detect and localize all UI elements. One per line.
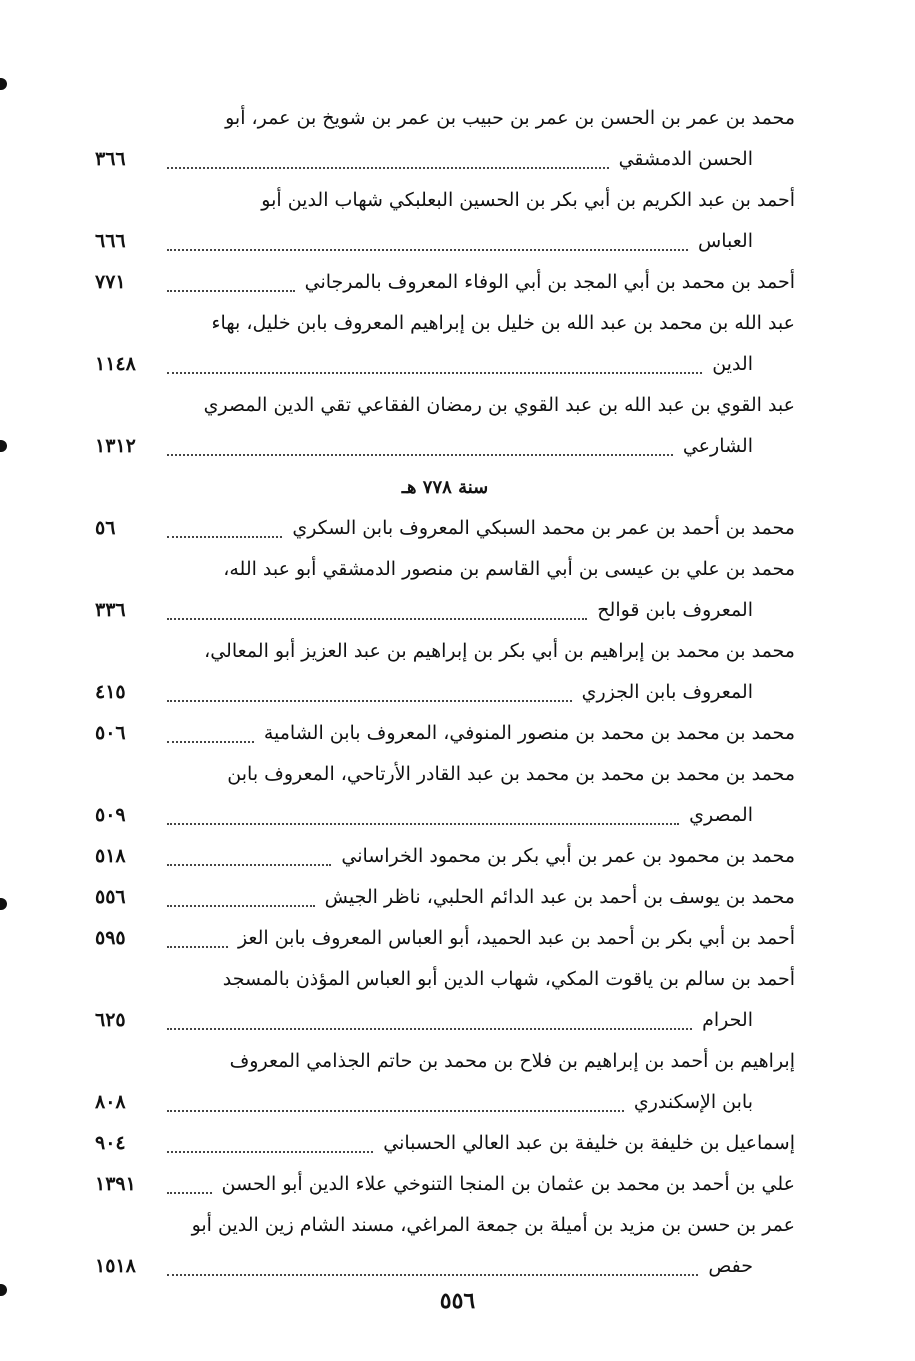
index-line: [95, 1246, 795, 1287]
entry-text: محمد بن محمد بن إبراهيم بن أبي بكر بن إبراهيم بن عبد العزيز أبو المعالي،: [204, 640, 795, 662]
edge-mark: [0, 898, 7, 910]
index-line: [95, 508, 795, 549]
index-line: [95, 139, 795, 180]
index-entries: [95, 98, 795, 1287]
entry-text: محمد بن علي بن عيسى بن أبي القاسم بن منصور الدمشقي أبو عبد الله،: [223, 558, 795, 580]
entry-text: أحمد بن أبي بكر بن أحمد بن عبد الحميد، أبو العباس المعروف بابن العز: [237, 927, 795, 949]
dot-leader: [167, 918, 228, 948]
index-line: [95, 754, 795, 795]
dot-leader: [167, 795, 679, 825]
index-line: [95, 426, 795, 467]
entry-text: بابن الإسكندري: [633, 1091, 753, 1113]
index-line: [95, 672, 795, 713]
dot-leader: [167, 1246, 698, 1276]
dot-leader: [167, 590, 587, 620]
entry-text: الشارعي: [682, 435, 753, 457]
entry-page-number: ٥٩٥: [95, 927, 126, 949]
entry-text: محمد بن محمد بن محمد بن منصور المنوفي، المعروف بابن الشامية: [263, 722, 795, 744]
entry-page-number: ١٥١٨: [95, 1255, 136, 1277]
index-line: [95, 344, 795, 385]
entry-page-number: ٣٣٦: [95, 599, 126, 621]
index-line: [95, 1000, 795, 1041]
entry-text: أحمد بن محمد بن أبي المجد بن أبي الوفاء المعروف بالمرجاني: [304, 271, 795, 293]
entry-text: عبد الله بن محمد بن عبد الله بن خليل بن إبراهيم المعروف بابن خليل، بهاء: [211, 312, 795, 334]
index-line: [95, 918, 795, 959]
entry-page-number: ٣٦٦: [95, 148, 126, 170]
index-line: [95, 1205, 795, 1246]
entry-page-number: ٨٠٨: [95, 1091, 126, 1113]
entry-page-number: ١١٤٨: [95, 353, 136, 375]
entry-page-number: ٥٦: [95, 517, 116, 539]
entry-text: المعروف بابن الجزري: [581, 681, 753, 703]
dot-leader: [167, 221, 688, 251]
index-line: [95, 590, 795, 631]
edge-mark: [0, 78, 7, 90]
entry-text: محمد بن يوسف بن أحمد بن عبد الدائم الحلبي، ناظر الجيش: [324, 886, 795, 908]
dot-leader: [167, 1000, 692, 1030]
entry-text: عبد القوي بن عبد الله بن عبد القوي بن رمضان الفقاعي تقي الدين المصري: [203, 394, 795, 416]
page-number: ٥٥٦: [439, 1288, 476, 1314]
index-line: [95, 98, 795, 139]
entry-text: المعروف بابن قوالح: [597, 599, 753, 621]
entry-text: محمد بن محمود بن عمر بن أبي بكر بن محمود الخراساني: [341, 845, 795, 867]
index-line: [95, 221, 795, 262]
dot-leader: [167, 344, 702, 374]
dot-leader: [167, 508, 282, 538]
entry-page-number: ٥٠٦: [95, 722, 126, 744]
entry-page-number: ١٣٩١: [95, 1173, 136, 1195]
index-line: [95, 1082, 795, 1123]
index-line: [95, 1164, 795, 1205]
entry-text: الحسن الدمشقي: [618, 148, 753, 170]
index-line: [95, 1123, 795, 1164]
entry-text: الحرام: [702, 1009, 753, 1031]
index-line: [95, 180, 795, 221]
dot-leader: [167, 262, 295, 292]
dot-leader: [167, 1164, 212, 1194]
index-line: [95, 631, 795, 672]
dot-leader: [167, 1123, 373, 1153]
entry-page-number: ٤١٥: [95, 681, 126, 703]
entry-page-number: ٦٢٥: [95, 1009, 126, 1031]
entry-page-number: ٧٧١: [95, 271, 126, 293]
entry-text: حفص: [708, 1255, 753, 1277]
index-line: [95, 836, 795, 877]
dot-leader: [167, 836, 331, 866]
entry-text: إسماعيل بن خليفة بن خليفة بن عبد العالي الحسباني: [383, 1132, 795, 1154]
index-line: [95, 713, 795, 754]
entry-text: أحمد بن عبد الكريم بن أبي بكر بن الحسين البعلبكي شهاب الدين أبو: [261, 189, 795, 211]
index-line: [95, 795, 795, 836]
index-line: [95, 959, 795, 1000]
dot-leader: [167, 672, 572, 702]
index-line: [95, 303, 795, 344]
entry-text: العباس: [698, 230, 753, 252]
dot-leader: [167, 877, 315, 907]
entry-page-number: ٦٦٦: [95, 230, 126, 252]
entry-text: إبراهيم بن أحمد بن إبراهيم بن فلاح بن محمد بن حاتم الجذامي المعروف: [229, 1050, 795, 1072]
entry-text: محمد بن محمد بن محمد بن محمد بن عبد القادر الأرتاحي، المعروف بابن: [227, 763, 795, 785]
entry-text: محمد بن عمر بن الحسن بن عمر بن حبيب بن عمر بن شويخ بن عمر، أبو: [225, 107, 795, 129]
dot-leader: [167, 426, 673, 456]
entry-page-number: ٥٠٩: [95, 804, 126, 826]
edge-mark: [0, 440, 7, 452]
entry-text: محمد بن أحمد بن عمر بن محمد السبكي المعروف بابن السكري: [292, 517, 795, 539]
entry-text: الدين: [712, 353, 753, 375]
entry-page-number: ٩٠٤: [95, 1132, 126, 1154]
dot-leader: [167, 713, 254, 743]
index-line: [95, 549, 795, 590]
year-heading: [95, 467, 795, 508]
entry-page-number: ٥٥٦: [95, 886, 126, 908]
entry-text: علي بن أحمد بن محمد بن عثمان بن المنجا التنوخي علاء الدين أبو الحسن: [221, 1173, 795, 1195]
year-heading-text: سنة ٧٧٨ هـ: [401, 477, 489, 498]
index-line: [95, 1041, 795, 1082]
index-line: [95, 877, 795, 918]
entry-page-number: ٥١٨: [95, 845, 126, 867]
index-line: [95, 262, 795, 303]
dot-leader: [167, 139, 609, 169]
entry-text: عمر بن حسن بن مزيد بن أميلة بن جمعة المراغي، مسند الشام زين الدين أبو: [191, 1214, 795, 1236]
entry-text: أحمد بن سالم بن ياقوت المكي، شهاب الدين أبو العباس المؤذن بالمسجد: [222, 968, 795, 990]
entry-page-number: ١٣١٢: [95, 435, 136, 457]
entry-text: المصري: [689, 804, 753, 826]
dot-leader: [167, 1082, 624, 1112]
index-line: [95, 385, 795, 426]
